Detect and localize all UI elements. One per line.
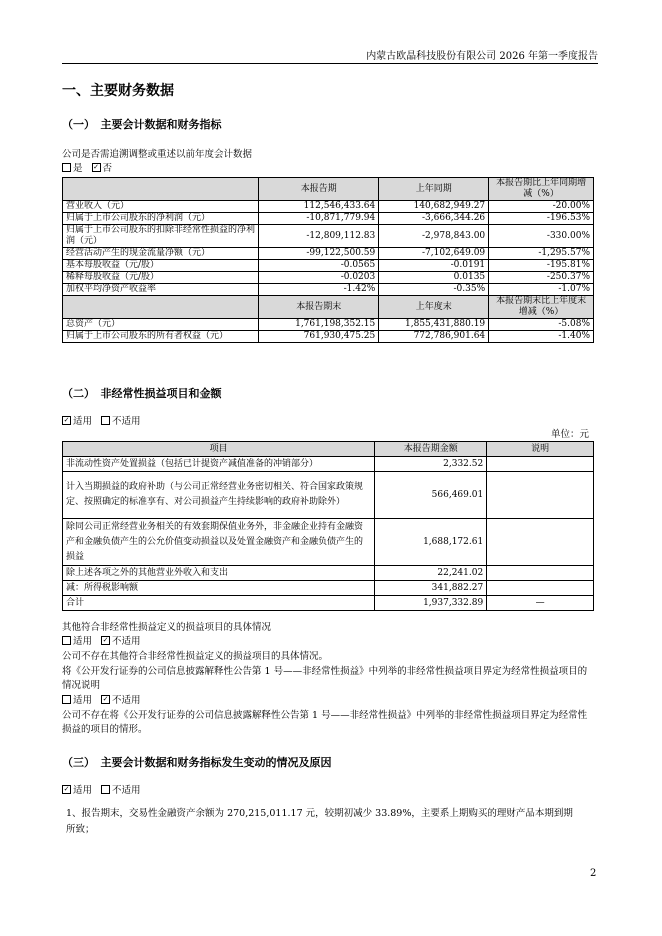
cell-value: 2,332.52 bbox=[375, 457, 487, 472]
header-cell: 本报告期末 bbox=[259, 296, 379, 319]
subsection-title-1: （一） 主要会计数据和财务指标 bbox=[62, 118, 222, 131]
option-na-label: 不适用 bbox=[112, 636, 141, 647]
row-label: 营业收入（元） bbox=[63, 201, 259, 213]
cell-value: -1,295.57% bbox=[489, 248, 594, 260]
financial-indicators-table bbox=[62, 177, 594, 343]
checkbox-na-checked[interactable] bbox=[101, 695, 110, 704]
table-row bbox=[63, 581, 594, 596]
table-header-row bbox=[63, 178, 594, 201]
subsection-title-3: （三） 主要会计数据和财务指标发生变动的情况及原因 bbox=[62, 756, 332, 769]
row-label: 合计 bbox=[63, 596, 375, 611]
cell-value: -196.53% bbox=[489, 213, 594, 225]
restatement-options bbox=[62, 162, 598, 176]
table-row bbox=[63, 331, 594, 343]
cell-value: -0.0565 bbox=[259, 260, 379, 272]
option-apply-label: 适用 bbox=[73, 695, 93, 706]
row-label: 归属于上市公司股东的所有者权益（元） bbox=[63, 331, 259, 343]
table-row bbox=[63, 272, 594, 284]
cell-value: -330.00% bbox=[489, 225, 594, 248]
cell-value: 1,761,198,352.15 bbox=[259, 319, 379, 331]
cell-value: -5.08% bbox=[489, 319, 594, 331]
changes-paragraph-1: 1、报告期末，交易性金融资产余额为 270,215,011.17 元，较期初减少 33.89%，主要系上期购买的理财产品本期到期所致； bbox=[66, 808, 573, 835]
option-na-label: 不适用 bbox=[112, 695, 141, 706]
cell-value: 112,546,433.64 bbox=[259, 201, 379, 213]
row-label: 稀释每股收益（元/股） bbox=[63, 272, 259, 284]
header-cell: 上年同期 bbox=[379, 178, 489, 201]
row-label: 总资产（元） bbox=[63, 319, 259, 331]
header-cell: 本报告期末比上年度末增减（%） bbox=[489, 296, 594, 319]
option-no-label: 否 bbox=[102, 163, 113, 174]
cell-value: 1,688,172.61 bbox=[375, 519, 487, 566]
cell-value: 341,882.27 bbox=[375, 581, 487, 596]
cell-value: -99,122,500.59 bbox=[259, 248, 379, 260]
subsection-title-2: （二） 非经常性损益项目和金额 bbox=[62, 387, 222, 400]
header-cell: 本报告期比上年同期增减（%） bbox=[489, 178, 594, 201]
checkbox-apply[interactable] bbox=[62, 695, 71, 704]
cell-value: -2,978,843.00 bbox=[379, 225, 489, 248]
option-apply-label: 适用 bbox=[73, 785, 93, 796]
cell-value: -10,871,779.94 bbox=[259, 213, 379, 225]
checkbox-na[interactable] bbox=[101, 416, 110, 425]
nonrecurring-items-table bbox=[62, 441, 594, 611]
cell-value: 772,786,901.64 bbox=[379, 331, 489, 343]
row-label: 非流动性资产处置损益（包括已计提资产减值准备的冲销部分） bbox=[63, 457, 375, 472]
cell-value: 761,930,475.25 bbox=[259, 331, 379, 343]
row-label: 经营活动产生的现金流量净额（元） bbox=[63, 248, 259, 260]
cell-value: -250.37% bbox=[489, 272, 594, 284]
table-header-row-2 bbox=[63, 296, 594, 319]
header-cell: 上年度末 bbox=[379, 296, 489, 319]
row-label: 除同公司正常经营业务相关的有效套期保值业务外，非金融企业持有金融资产和金融负债产生的公允价值变动损益以及处置金融资产和金融负债产生的损益 bbox=[63, 519, 375, 566]
cell-value: 140,682,949.27 bbox=[379, 201, 489, 213]
unit-label: 单位：元 bbox=[550, 429, 589, 440]
cell-note bbox=[487, 457, 594, 472]
cell-value: -20.00% bbox=[489, 201, 594, 213]
option-na-label: 不适用 bbox=[112, 785, 141, 796]
page-number: 2 bbox=[590, 868, 597, 879]
restatement-question: 公司是否需追溯调整或重述以前年度会计数据 bbox=[62, 149, 253, 160]
header-cell bbox=[63, 296, 259, 319]
cell-note bbox=[487, 472, 594, 519]
header-cell: 本报告期 bbox=[259, 178, 379, 201]
option-apply-label: 适用 bbox=[73, 416, 93, 427]
checkbox-apply-checked[interactable] bbox=[62, 785, 71, 794]
header-cell: 项目 bbox=[63, 442, 375, 457]
other-items-note: 其他符合非经常性损益定义的损益项目的具体情况 bbox=[62, 622, 272, 633]
row-label: 基本每股收益（元/股） bbox=[63, 260, 259, 272]
reclassification-answer: 公司不存在将《公开发行证券的公司信息披露解释性公告第 1 号——非经常性损益》中列举的非经常性损益项目界定为经常性损益的项目的情形。 bbox=[62, 710, 588, 735]
reclassification-note: 将《公开发行证券的公司信息披露解释性公告第 1 号——非经常性损益》中列举的非经常性损益项目界定为经常性损益项目的情况说明 bbox=[62, 666, 588, 691]
checkbox-apply[interactable] bbox=[62, 636, 71, 645]
table-row bbox=[63, 457, 594, 472]
table-row bbox=[63, 596, 594, 611]
cell-note bbox=[487, 519, 594, 566]
reclassification-options bbox=[62, 694, 598, 708]
table-row bbox=[63, 319, 594, 331]
checkbox-no-checked[interactable] bbox=[92, 163, 101, 172]
header-cell: 本报告期金额 bbox=[375, 442, 487, 457]
row-label: 加权平均净资产收益率 bbox=[63, 284, 259, 296]
cell-value: -195.81% bbox=[489, 260, 594, 272]
cell-value: 566,469.01 bbox=[375, 472, 487, 519]
row-label: 计入当期损益的政府补助（与公司正常经营业务密切相关、符合国家政策规定、按照确定的标准享有、对公司损益产生持续影响的政府补助除外） bbox=[63, 472, 375, 519]
header-cell bbox=[63, 178, 259, 201]
header-divider bbox=[62, 63, 598, 64]
table-row bbox=[63, 213, 594, 225]
cell-value: -12,809,112.83 bbox=[259, 225, 379, 248]
option-apply-label: 适用 bbox=[73, 636, 93, 647]
row-label: 减：所得税影响额 bbox=[63, 581, 375, 596]
cell-value: -1.07% bbox=[489, 284, 594, 296]
nonrecurring-options bbox=[62, 415, 598, 429]
cell-value: -1.42% bbox=[259, 284, 379, 296]
cell-value: -0.35% bbox=[379, 284, 489, 296]
table-row bbox=[63, 519, 594, 566]
cell-value: -7,102,649.09 bbox=[379, 248, 489, 260]
table-row bbox=[63, 201, 594, 213]
other-items-answer: 公司不存在其他符合非经常性损益定义的损益项目的具体情况。 bbox=[62, 651, 329, 662]
cell-note: — bbox=[487, 596, 594, 611]
cell-value: 1,855,431,880.19 bbox=[379, 319, 489, 331]
cell-value: 1,937,332.89 bbox=[375, 596, 487, 611]
table-row bbox=[63, 248, 594, 260]
checkbox-yes[interactable] bbox=[62, 163, 71, 172]
cell-value: -1.40% bbox=[489, 331, 594, 343]
cell-value: -0.0191 bbox=[379, 260, 489, 272]
checkbox-na-checked[interactable] bbox=[101, 636, 110, 645]
table-row bbox=[63, 566, 594, 581]
table-row bbox=[63, 284, 594, 296]
checkbox-na[interactable] bbox=[101, 785, 110, 794]
table-row bbox=[63, 225, 594, 248]
table-header-row bbox=[63, 442, 594, 457]
header-cell: 说明 bbox=[487, 442, 594, 457]
cell-value: 0.0135 bbox=[379, 272, 489, 284]
page-header: 内蒙古欧晶科技股份有限公司 2026 年第一季度报告 bbox=[366, 51, 598, 62]
cell-note bbox=[487, 581, 594, 596]
table-row bbox=[63, 472, 594, 519]
checkbox-apply-checked[interactable] bbox=[62, 416, 71, 425]
table-row bbox=[63, 260, 594, 272]
row-label: 归属于上市公司股东的扣除非经常性损益的净利润（元） bbox=[63, 225, 259, 248]
other-items-options bbox=[62, 635, 598, 649]
row-label: 除上述各项之外的其他营业外收入和支出 bbox=[63, 566, 375, 581]
cell-value: -0.0203 bbox=[259, 272, 379, 284]
cell-note bbox=[487, 566, 594, 581]
cell-value: 22,241.02 bbox=[375, 566, 487, 581]
option-yes-label: 是 bbox=[73, 163, 83, 174]
option-na-label: 不适用 bbox=[112, 416, 141, 427]
cell-value: -3,666,344.26 bbox=[379, 213, 489, 225]
section-title: 一、主要财务数据 bbox=[62, 83, 174, 99]
changes-options bbox=[62, 784, 598, 798]
row-label: 归属于上市公司股东的净利润（元） bbox=[63, 213, 259, 225]
